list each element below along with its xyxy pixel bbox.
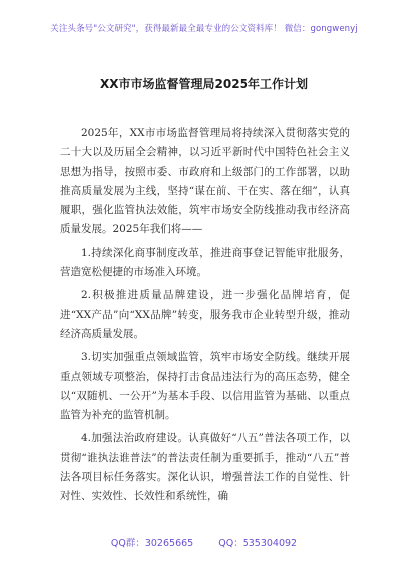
paragraph-item-3: 3.切实加强重点领域监管，筑牢市场安全防线。继续开展重点领域专项整治，保持打击食品违法行为的高压态势，健全以“双随机、一公开”为基本手段、以信用监管为基础、以重点监管为补充的监管机制。	[60, 351, 350, 422]
paragraph-item-4: 4.加强法治政府建设。认真做好“八五”普法各项工作，以贯彻“谁执法谁普法”的普法责任制为重要抓手，推动“八五”普法各项目标任务落实。深化认识，增强普法工作的自觉性、针对性、实效性、长效性和系统性，确	[60, 432, 350, 503]
document-body	[60, 124, 350, 511]
footer-contact	[0, 535, 408, 549]
paragraph-item-1: 1.持续深化商事制度改革，推进商事登记智能审批服务，营造宽松便捷的市场准入环境。	[60, 246, 350, 279]
paragraph-item-2: 2.积极推进质量品牌建设，进一步强化品牌培育，促进“XX产品”向“XX品牌”转变，服务我市企业转型升级，推动经济高质量发展。	[60, 289, 350, 340]
header-banner: 关注头条号"公文研究"，获得最新最全最专业的公文资料库！ 微信：gongwenyj	[50, 24, 358, 34]
footer-qq-group: QQ群：30265665	[110, 538, 194, 549]
paragraph-intro: 2025年，XX市市场监督管理局将持续深入贯彻落实党的二十大以及历届全会精神，以习近平新时代中国特色社会主义思想为指导，按照市委、市政府和上级部门的工作部署，以助推高质量发展为主线，坚持“谋在前、干在实、落在细”，认真履职，强化监管执法效能，筑牢市场安全防线推动我市经济高质量发展。2025年我们将——	[60, 127, 350, 236]
document-title: XX市市场监督管理局2025年工作计划	[100, 77, 308, 91]
footer-qq-number: QQ：535304092	[218, 538, 298, 549]
